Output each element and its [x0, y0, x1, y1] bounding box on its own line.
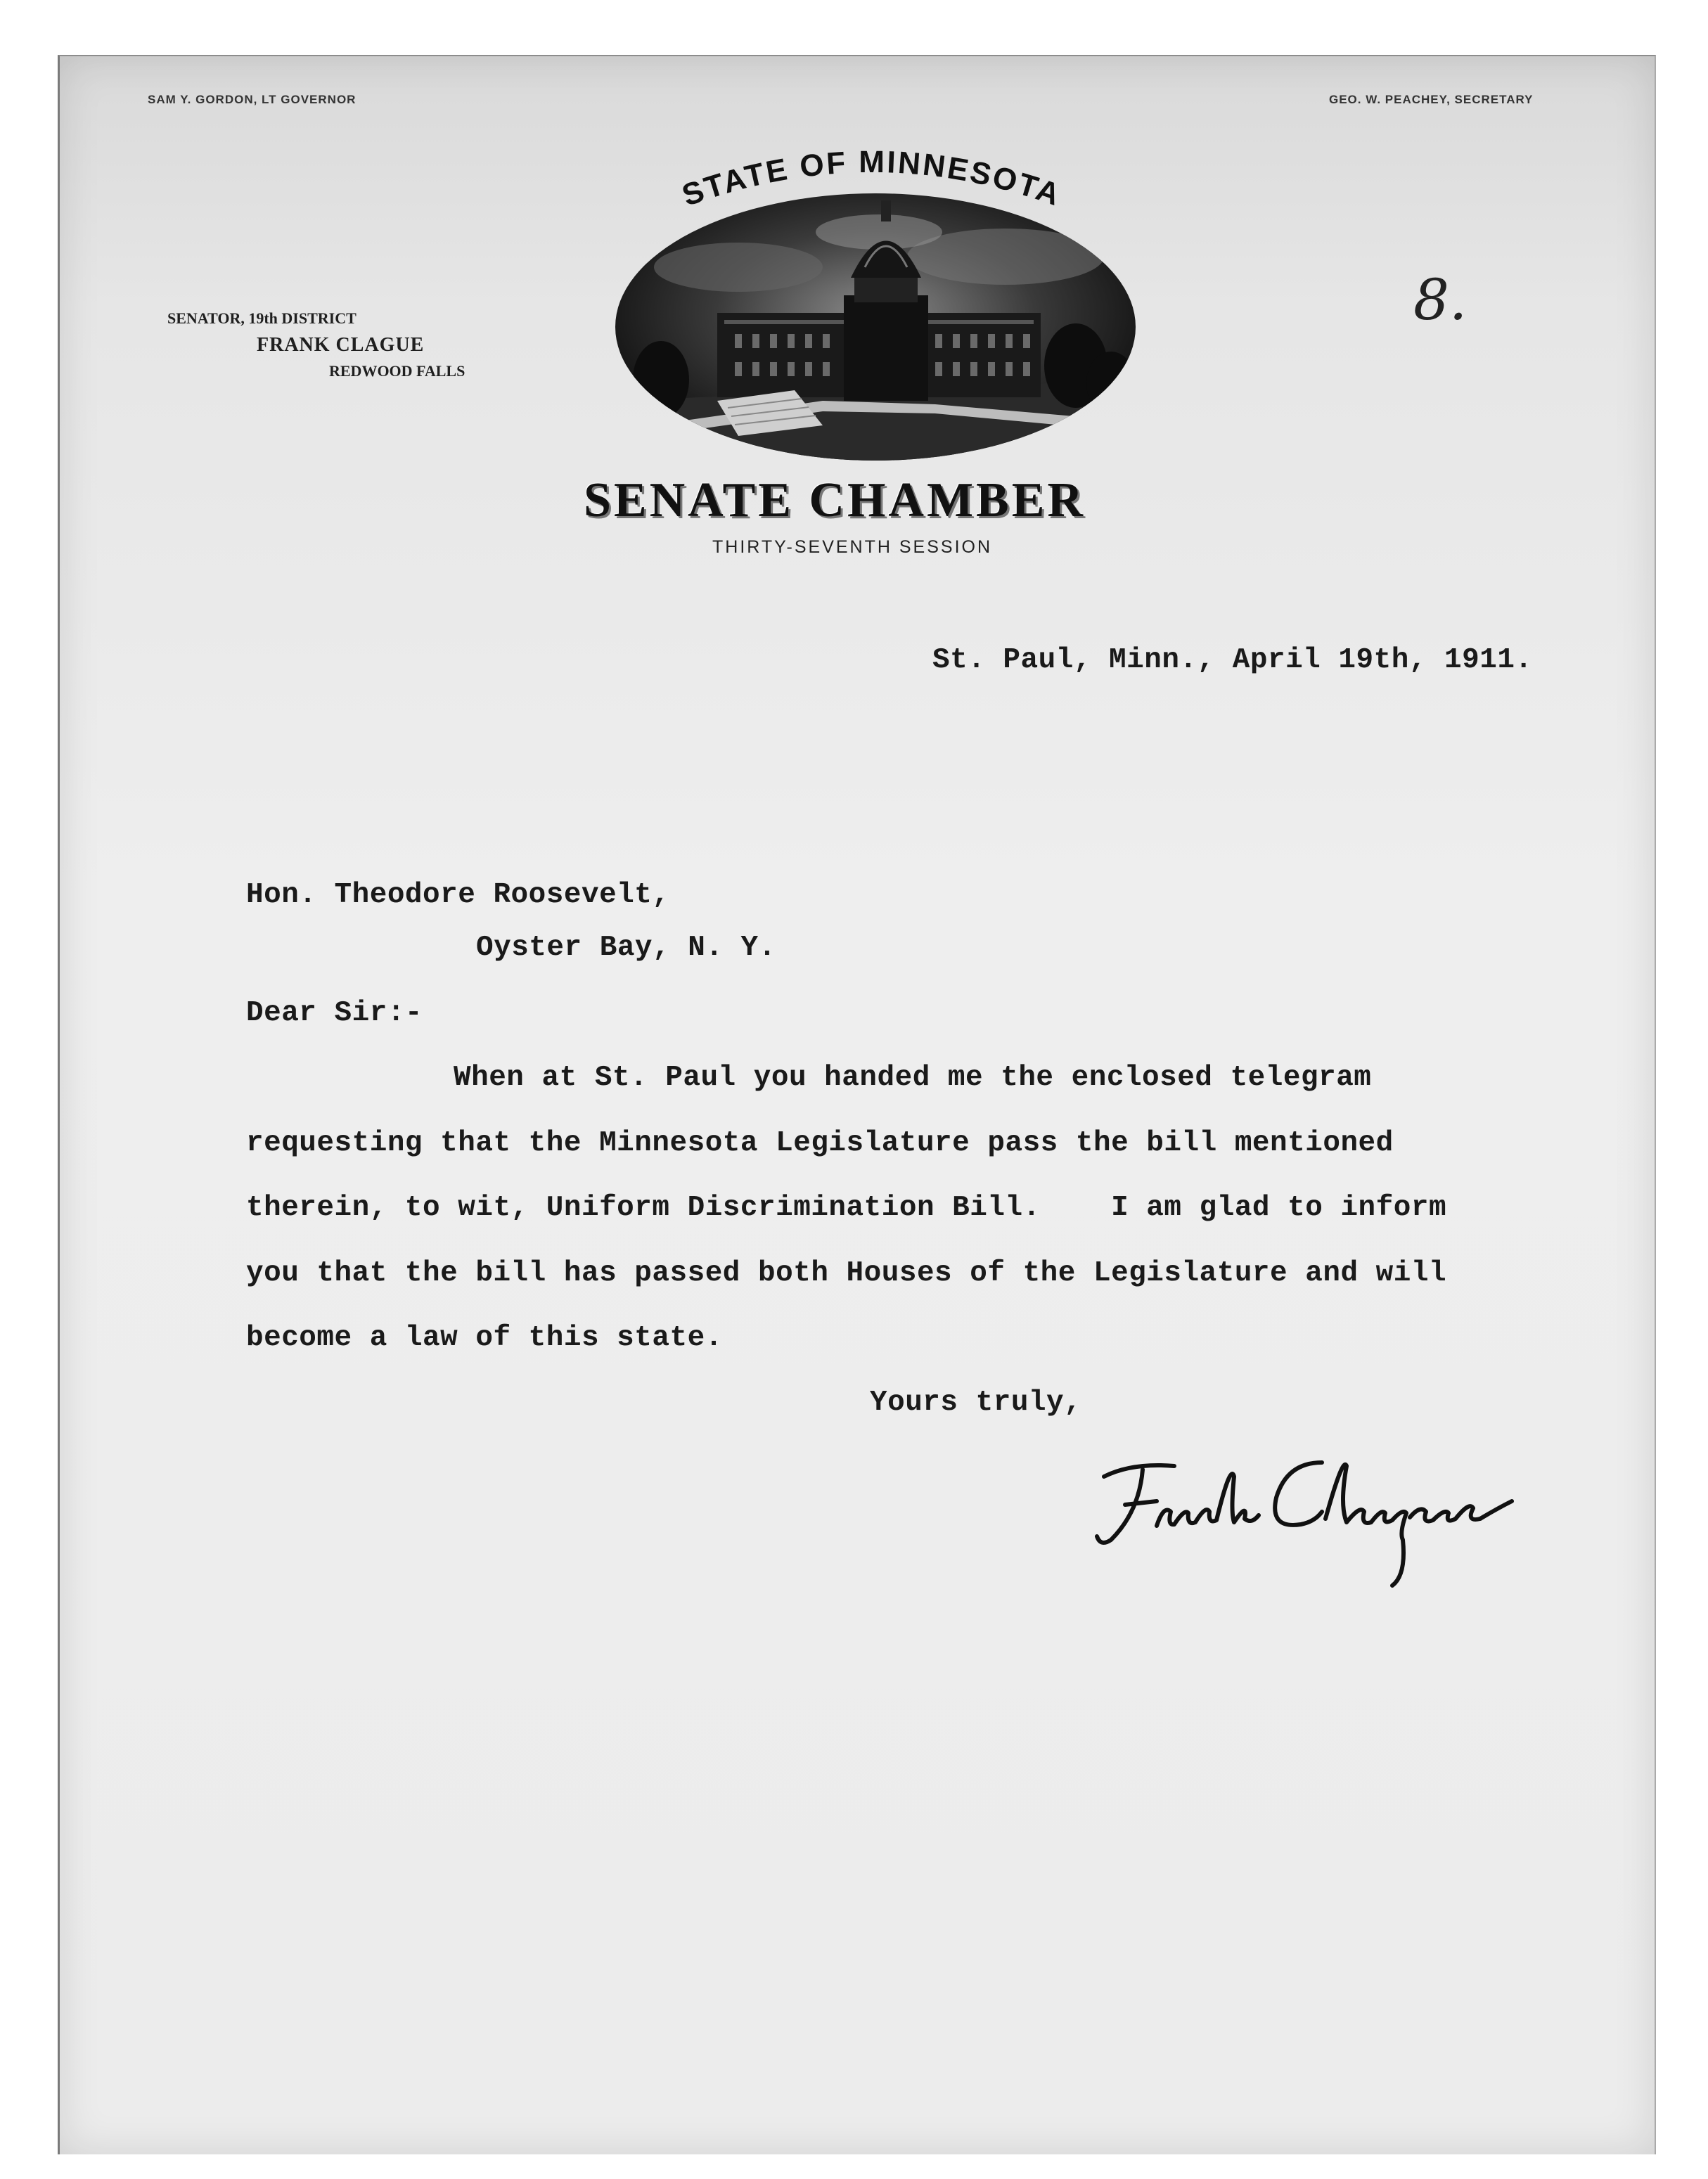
capitol-engraving	[612, 190, 1139, 464]
body-line: you that the bill has passed both Houses of the Legislature and will	[246, 1257, 1447, 1290]
senator-name: FRANK CLAGUE	[257, 334, 425, 356]
senator-district: SENATOR, 19th DISTRICT	[167, 309, 357, 327]
date-line: St. Paul, Minn., April 19th, 1911.	[932, 644, 1533, 676]
senate-chamber-title: SENATE CHAMBER	[584, 473, 1086, 527]
session-label: THIRTY-SEVENTH SESSION	[712, 537, 993, 557]
body-line: become a law of this state.	[246, 1322, 723, 1354]
state-title: STATE OF MINNESOTA	[677, 144, 1067, 213]
lt-governor-label: SAM Y. GORDON, LT GOVERNOR	[148, 93, 357, 106]
recipient-name: Hon. Theodore Roosevelt,	[246, 879, 670, 911]
body-line: therein, to wit, Uniform Discrimination Bill. I am glad to inform	[246, 1192, 1447, 1224]
senator-town: REDWOOD FALLS	[329, 362, 465, 380]
salutation: Dear Sir:-	[246, 997, 423, 1029]
body-line: requesting that the Minnesota Legislature pass the bill mentioned	[246, 1127, 1394, 1159]
secretary-label: GEO. W. PEACHEY, SECRETARY	[1329, 93, 1534, 106]
signature	[1090, 1434, 1526, 1589]
body-line: When at St. Paul you handed me the enclosed telegram	[454, 1062, 1372, 1094]
recipient-address: Oyster Bay, N. Y.	[476, 932, 776, 964]
closing: Yours truly,	[870, 1387, 1082, 1419]
page-number-note: 8.	[1413, 267, 1468, 333]
